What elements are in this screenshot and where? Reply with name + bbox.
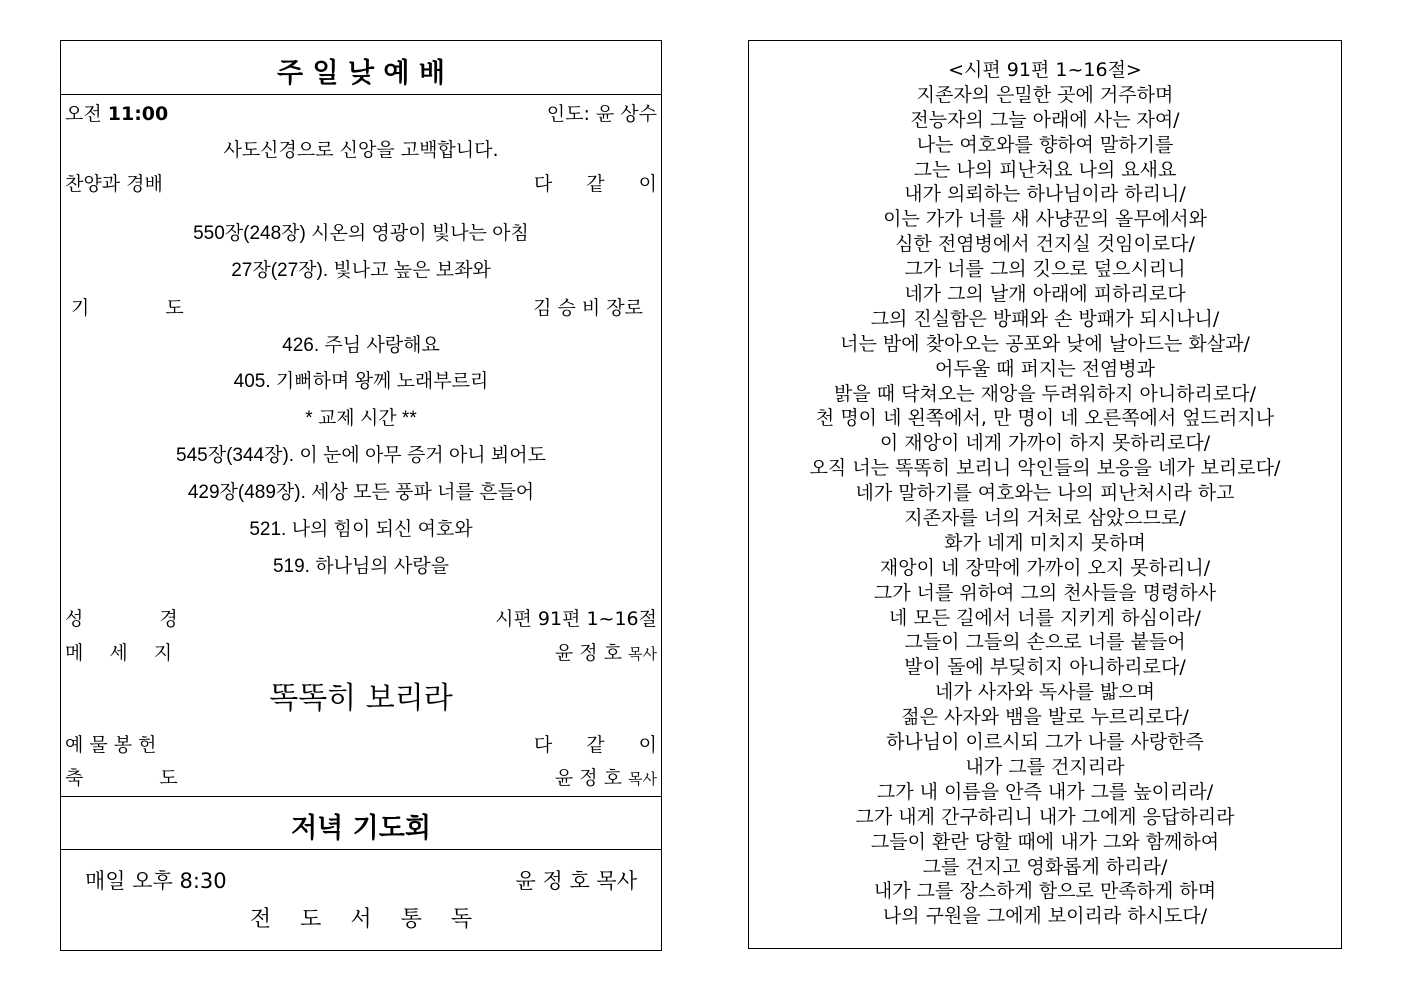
message-row <box>65 638 657 668</box>
verse-line: 나의 구원을 그에게 보이리라 하시도다/ <box>882 905 1208 928</box>
service-time: 11:00 <box>107 103 169 125</box>
verse-line: 심한 전염병에서 건지실 것임이로다/ <box>895 233 1195 256</box>
leader: 인도: 윤 상수 <box>546 103 657 125</box>
preacher: 윤 정 호 <box>554 642 622 664</box>
benediction-label: 축 도 <box>65 767 178 789</box>
verse-line: 그가 내 이름을 안즉 내가 그를 높이리라/ <box>876 780 1214 803</box>
verse-line: 오직 너는 똑똑히 보리니 악인들의 보응을 네가 보리로다/ <box>809 457 1281 480</box>
scripture-panel <box>748 40 1342 949</box>
verse-line: 그들이 그들의 손으로 너를 붙들어 <box>904 631 1186 654</box>
verse-line: 그를 건지고 영화롭게 하리라/ <box>922 855 1168 878</box>
verse-line: 그의 진실함은 방패와 손 방패가 되시나니/ <box>870 307 1220 330</box>
evening-leader: 윤 정 호 <box>515 869 590 893</box>
hymn-line: 27장(27장). 빛나고 높은 보좌와 <box>231 260 491 281</box>
scripture-verses <box>749 58 1341 929</box>
evening-title: 저녁 기도회 <box>291 813 431 844</box>
creed-line: 사도신경으로 신앙을 고백합니다. <box>223 139 499 161</box>
hymn-line: 429장(489장). 세상 모든 풍파 너를 흔들어 <box>187 482 535 503</box>
benediction-info <box>555 763 657 794</box>
verse-line: 너는 밤에 찾아오는 공포와 낮에 날아드는 화살과/ <box>840 332 1250 355</box>
verse-line: 그가 너를 위하여 그의 천사들을 명령하사 <box>873 581 1217 604</box>
evening-leader-title: 목사 <box>596 869 637 893</box>
verse-line: 발이 돌에 부딪히지 아니하리로다/ <box>904 656 1186 679</box>
scripture-ref: 시편 91편 1~16절 <box>495 608 657 630</box>
preacher-title: 목사 <box>628 645 657 663</box>
service-time-row <box>65 99 657 129</box>
praise-label: 찬양과 경배 <box>65 173 163 195</box>
verse-line: 지존자를 너의 거처로 삼았으므로/ <box>904 507 1186 530</box>
hymn-line: 426. 주님 사랑해요 <box>282 335 440 356</box>
divider <box>61 94 661 95</box>
verse-line: 네 모든 길에서 너를 지키게 하심이라/ <box>889 606 1201 629</box>
verse-line: 이는 가가 너를 새 사냥꾼의 올무에서와 <box>883 208 1207 231</box>
verse-line: 이 재앙이 네게 가까이 하지 못하리로다/ <box>879 432 1211 455</box>
divider <box>61 849 661 850</box>
fellowship-time: * 교제 시간 ** <box>305 408 417 429</box>
verse-line: 밝을 때 닥쳐오는 재앙을 두려워하지 아니하리로다/ <box>833 382 1257 405</box>
verse-line: 재앙이 네 장막에 가까이 오지 못하리니/ <box>879 556 1211 579</box>
prayer-label: 기 도 <box>71 297 184 319</box>
service-title: 주 일 낮 예 배 <box>276 58 445 89</box>
verse-line: 전능자의 그늘 아래에 사는 자여/ <box>910 108 1180 131</box>
evening-reading: 전 도 서 통 독 <box>249 907 473 932</box>
scripture-heading: <시편 91편 1~16절> <box>948 59 1142 81</box>
hymn-line: 550장(248장) 시온의 영광이 빛나는 아침 <box>193 223 529 244</box>
verse-line: 그가 너를 그의 깃으로 덮으시리니 <box>904 258 1186 281</box>
evening-leader-info <box>516 866 637 896</box>
verse-line: 그가 내게 간구하리니 내가 그에게 응답하리라 <box>855 805 1235 828</box>
order-of-service-panel <box>60 40 662 951</box>
verse-line: 네가 말하기를 여호와는 나의 피난처시라 하고 <box>855 482 1235 505</box>
divider <box>61 796 661 797</box>
hymn-line: 521. 나의 힘이 되신 여호와 <box>249 519 473 540</box>
verse-line: 나는 여호와를 향하여 말하기를 <box>916 133 1174 156</box>
praise-row <box>65 169 657 199</box>
verse-line: 그는 나의 피난처요 나의 요새요 <box>913 158 1177 181</box>
verse-line: 그들이 환란 당할 때에 내가 그와 함께하여 <box>870 830 1220 853</box>
benediction-row <box>65 763 657 793</box>
prayer-by: 김 승 비 장로 <box>533 297 643 319</box>
offering-row <box>65 730 657 760</box>
preacher-info <box>555 638 657 669</box>
hymn-line: 405. 기뻐하며 왕께 노래부르리 <box>233 371 489 392</box>
evening-row <box>85 866 637 896</box>
verse-line: 내가 그를 장스하게 함으로 만족하게 하며 <box>873 880 1217 903</box>
prayer-row <box>71 293 643 323</box>
offering-by: 다 같 이 <box>533 734 657 756</box>
time-label: 오전 <box>65 103 102 125</box>
verse-line: 네가 사자와 독사를 밟으며 <box>934 681 1155 704</box>
verse-line: 화가 네게 미치지 못하며 <box>944 531 1146 554</box>
offering-label: 예 물 봉 헌 <box>65 734 157 756</box>
verse-line: 하나님이 이르시되 그가 나를 사랑한즉 <box>886 731 1204 754</box>
hymn-line: 519. 하나님의 사랑을 <box>272 556 449 577</box>
verse-line: 천 명이 네 왼쪽에서, 만 명이 네 오른쪽에서 엎드러지나 <box>815 407 1275 430</box>
scripture-label: 성 경 <box>65 608 178 630</box>
scripture-row <box>65 604 657 634</box>
benediction-title: 목사 <box>628 770 657 788</box>
sermon-title: 똑똑히 보리라 <box>269 681 453 716</box>
hymn-line: 545장(344장). 이 눈에 아무 증거 아니 뵈어도 <box>176 445 546 466</box>
verse-line: 지존자의 은밀한 곳에 거주하며 <box>916 83 1174 106</box>
verse-line: 내가 그를 건지리라 <box>965 755 1125 778</box>
verse-line: 어두울 때 퍼지는 전염병과 <box>934 357 1155 380</box>
benediction-by: 윤 정 호 <box>554 767 622 789</box>
praise-by: 다 같 이 <box>533 173 657 195</box>
verse-line: 젊은 사자와 뱀을 발로 누르리로다/ <box>901 706 1189 729</box>
time-info <box>65 99 168 129</box>
verse-line: 네가 그의 날개 아래에 피하리로다 <box>904 283 1186 306</box>
verse-line: 내가 의뢰하는 하나님이라 하리니/ <box>904 183 1186 206</box>
evening-time: 매일 오후 8:30 <box>85 869 227 893</box>
message-label: 메 세 지 <box>65 642 173 664</box>
